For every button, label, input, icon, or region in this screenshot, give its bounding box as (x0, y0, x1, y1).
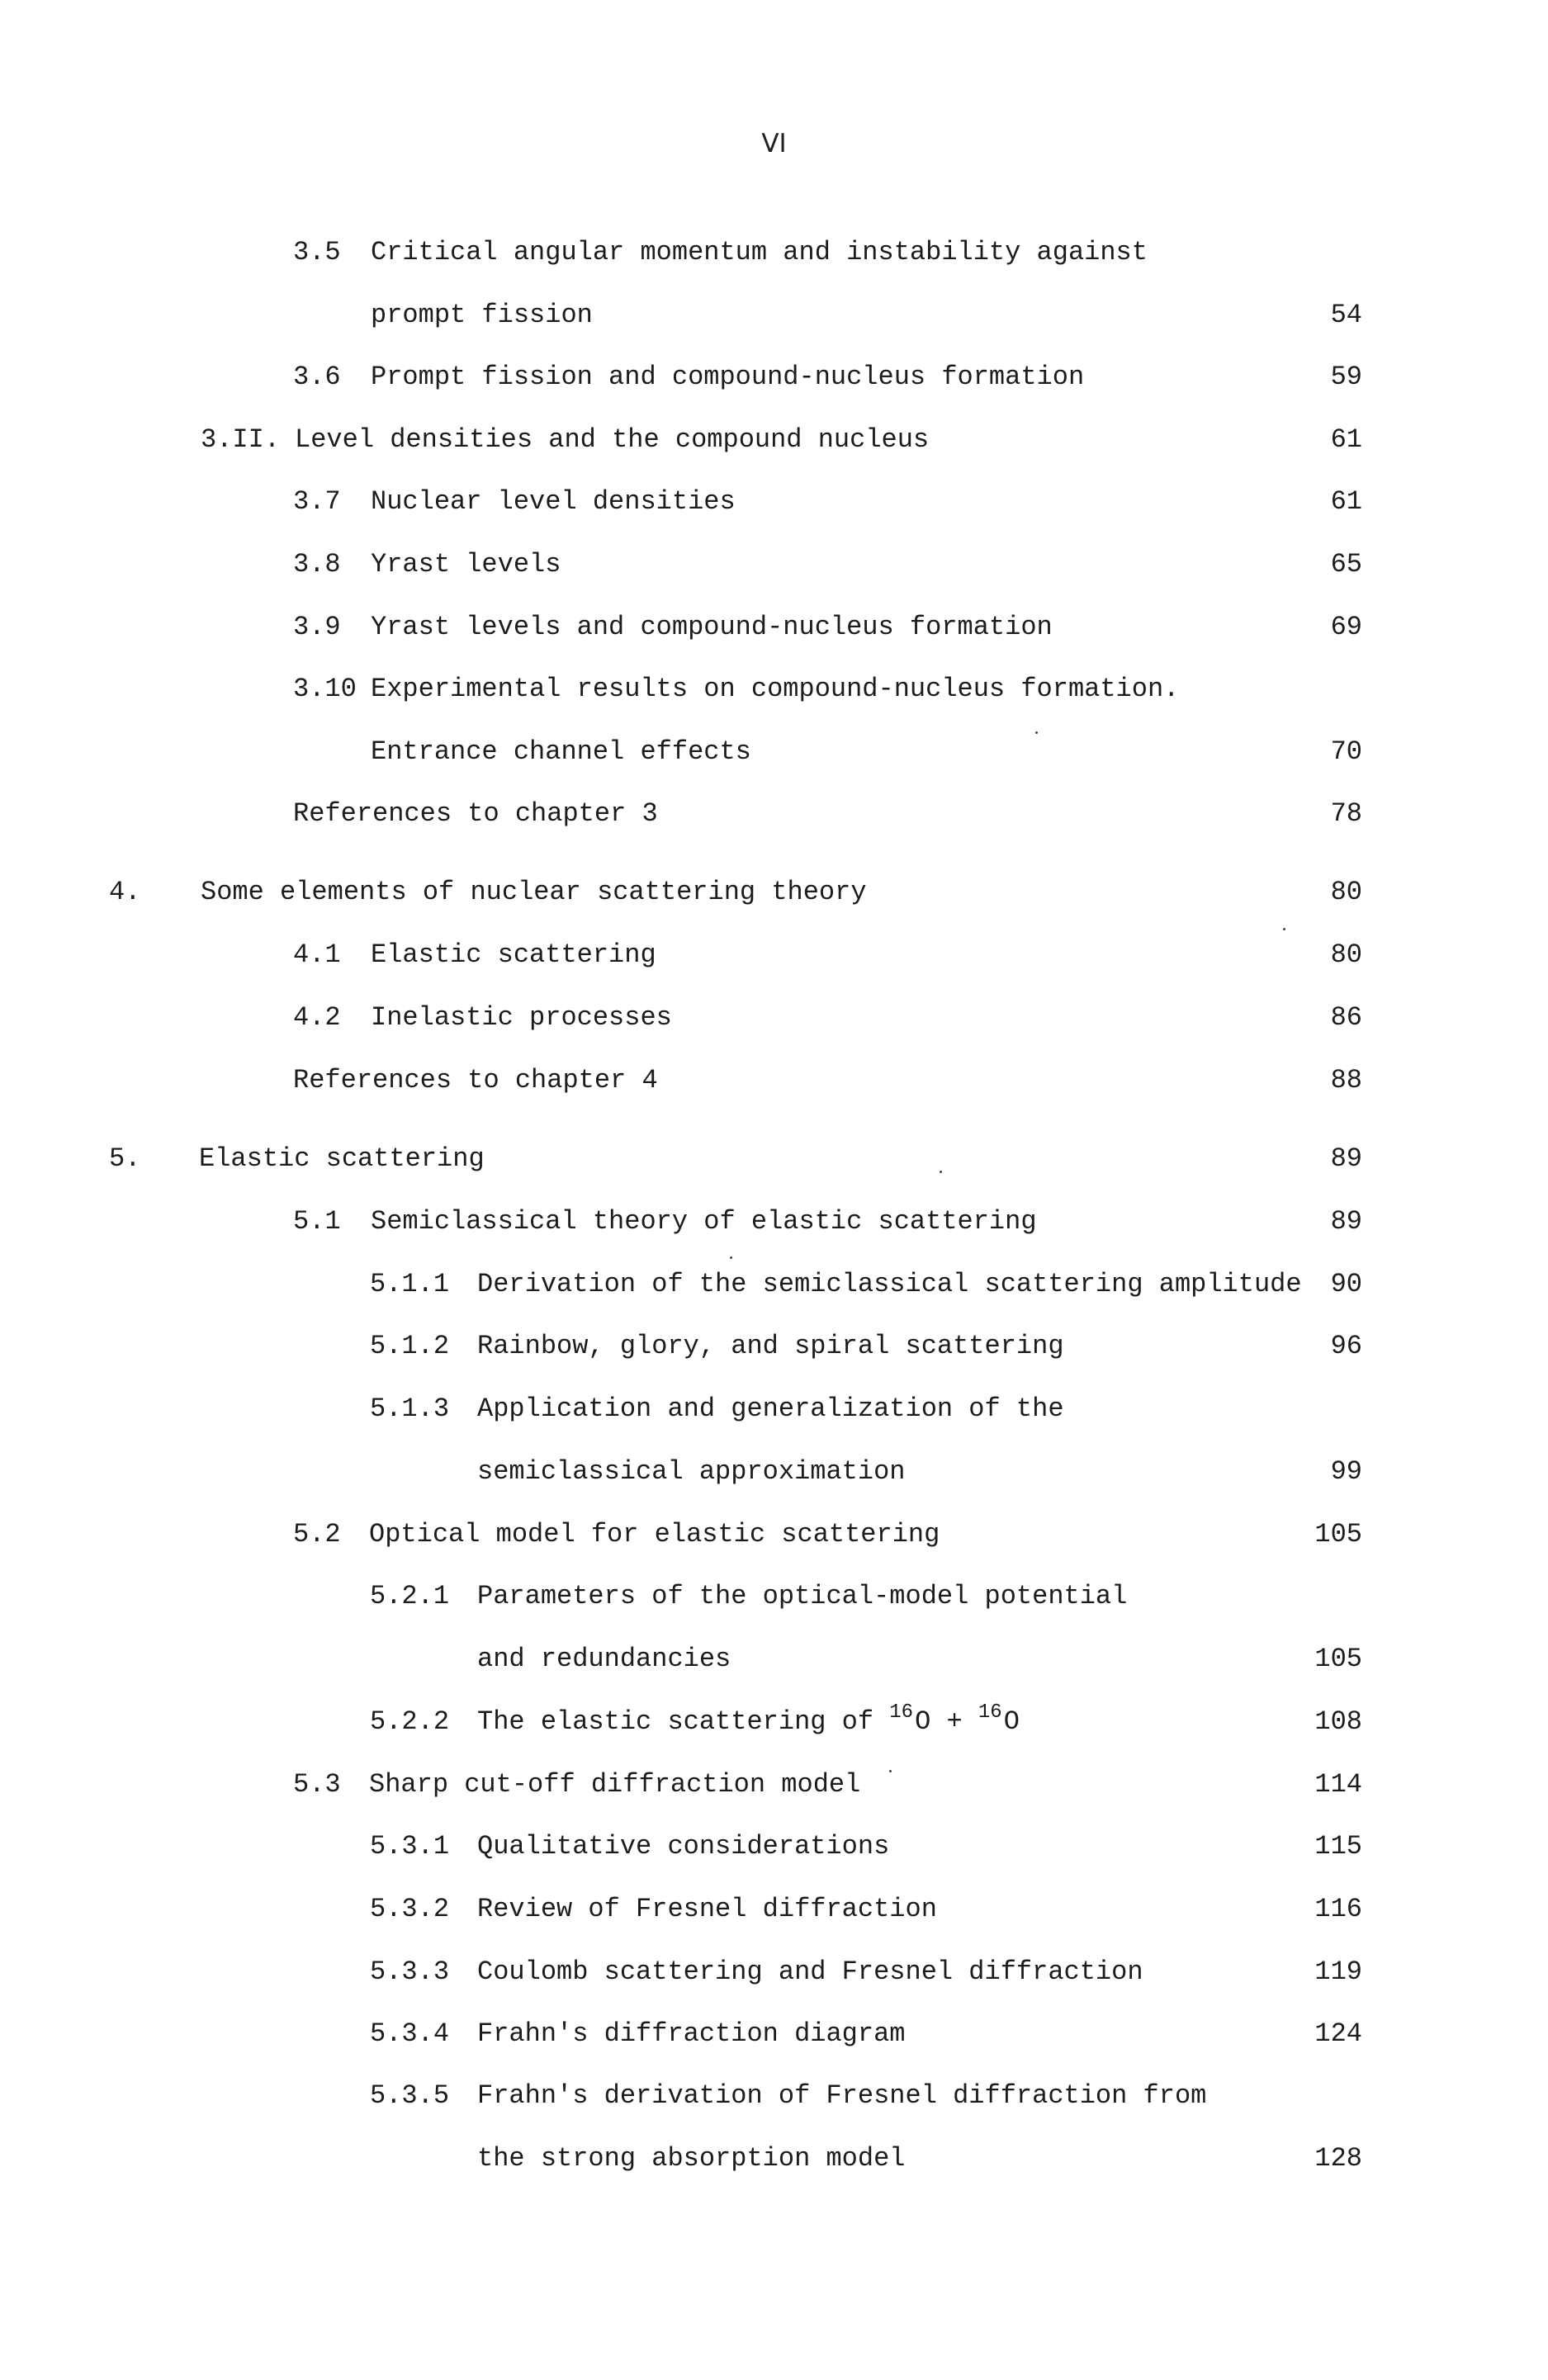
section-number: 3.9 (293, 612, 341, 642)
page-ref: 65 (1330, 549, 1362, 580)
section-number: 3.8 (293, 549, 341, 580)
page-ref: 80 (1330, 877, 1362, 907)
toc-entry (0, 1204, 1548, 1240)
page-ref: 70 (1330, 736, 1362, 767)
entry-title: Rainbow, glory, and spiral scattering (477, 1331, 1064, 1361)
toc-entry (0, 1516, 1548, 1553)
section-number: 3.7 (293, 486, 341, 517)
entry-title: References to chapter 4 (293, 1065, 658, 1095)
toc-entry (0, 1578, 1548, 1615)
toc-entry (0, 422, 1548, 458)
page-ref: 59 (1330, 362, 1362, 392)
entry-title: Review of Fresnel diffraction (477, 1894, 937, 1924)
page-ref: 116 (1314, 1894, 1362, 1924)
toc-entry (0, 234, 1548, 271)
toc-entry (0, 734, 1548, 770)
section-number: 4.2 (293, 1002, 341, 1033)
entry-title: Derivation of the semiclassical scattering amplitude (477, 1269, 1302, 1299)
page-ref: 89 (1330, 1206, 1362, 1237)
entry-title: Inelastic processes (371, 1002, 672, 1033)
section-number: 5. (109, 1143, 141, 1174)
toc-entry (0, 1062, 1548, 1099)
isotope-join: + (946, 1706, 963, 1737)
page-ref: 108 (1314, 1706, 1362, 1737)
entry-title: Yrast levels (371, 549, 561, 580)
scan-speck (889, 1770, 892, 1772)
entry-title: Frahn's diffraction diagram (477, 2018, 906, 2049)
entry-title-text: The elastic scattering of (477, 1706, 874, 1737)
isotope-mass: 16 (978, 1701, 1002, 1724)
toc-entry (0, 1641, 1548, 1677)
section-number: 4.1 (293, 939, 341, 970)
entry-title: prompt fission (371, 300, 593, 330)
entry-title: Critical angular momentum and instability against (371, 237, 1148, 267)
toc-entry (0, 1328, 1548, 1365)
section-number: 3.10 (293, 674, 357, 704)
toc-entry (0, 1454, 1548, 1490)
section-number: 5.1.3 (370, 1393, 450, 1424)
toc-entry (0, 547, 1548, 583)
page-ref: 115 (1314, 1831, 1362, 1862)
section-number: 5.1.1 (370, 1269, 450, 1299)
toc-entry (0, 1767, 1548, 1803)
section-number: 5.2.2 (370, 1706, 450, 1737)
entry-title: Experimental results on compound-nucleus formation. (371, 674, 1180, 704)
page-ref: 89 (1330, 1143, 1362, 1174)
toc-entry (0, 1829, 1548, 1865)
toc-entry (0, 2141, 1548, 2177)
entry-title: and redundancies (477, 1644, 731, 1674)
entry-title: Coulomb scattering and Fresnel diffraction (477, 1957, 1143, 1987)
entry-title: Qualitative considerations (477, 1831, 890, 1862)
page-ref: 69 (1330, 612, 1362, 642)
entry-title: Semiclassical theory of elastic scattering (371, 1206, 1037, 1237)
scan-speck (730, 1256, 732, 1259)
entry-title: Some elements of nuclear scattering theory (201, 877, 867, 907)
section-number: 5.3.2 (370, 1894, 450, 1924)
page-ref: 119 (1314, 1957, 1362, 1987)
entry-title: Parameters of the optical-model potential (477, 1581, 1128, 1611)
page-ref: 114 (1314, 1769, 1362, 1800)
section-number: 5.2.1 (370, 1581, 450, 1611)
entry-title: Nuclear level densities (371, 486, 736, 517)
section-number: 5.3.4 (370, 2018, 450, 2049)
entry-title: Frahn's derivation of Fresnel diffraction from (477, 2080, 1207, 2111)
page-ref: 96 (1330, 1331, 1362, 1361)
toc-entry (0, 609, 1548, 646)
entry-title: References to chapter 3 (293, 798, 658, 829)
page-ref: 124 (1314, 2018, 1362, 2049)
page-ref: 128 (1314, 2143, 1362, 2174)
entry-title: Level densities and the compound nucleus (295, 424, 930, 455)
scan-speck (1283, 928, 1285, 930)
toc-entry (0, 1954, 1548, 1990)
toc-entry (0, 1000, 1548, 1036)
toc-entry (0, 1141, 1548, 1177)
toc-entry (0, 2078, 1548, 2114)
entry-title: Optical model for elastic scattering (369, 1519, 940, 1550)
scan-speck (940, 1171, 942, 1173)
page-ref: 105 (1314, 1644, 1362, 1674)
section-number: 5.3.3 (370, 1957, 450, 1987)
toc-entry (0, 1391, 1548, 1427)
entry-title: Yrast levels and compound-nucleus formation (371, 612, 1053, 642)
entry-title: Application and generalization of the (477, 1393, 1064, 1424)
section-number: 5.2 (293, 1519, 341, 1550)
toc-entry (0, 2016, 1548, 2052)
section-number: 3.5 (293, 237, 341, 267)
entry-title: Entrance channel effects (371, 736, 751, 767)
page-ref: 90 (1330, 1269, 1362, 1299)
section-number: 5.3.1 (370, 1831, 450, 1862)
page-ref: 80 (1330, 939, 1362, 970)
toc-entry (0, 874, 1548, 911)
page-ref: 86 (1330, 1002, 1362, 1033)
isotope-mass: 16 (889, 1701, 914, 1724)
section-number: 3.II. (201, 424, 281, 455)
entry-title: Prompt fission and compound-nucleus formation (371, 362, 1085, 392)
page-ref: 61 (1330, 486, 1362, 517)
section-number: 5.1.2 (370, 1331, 450, 1361)
toc-entry (0, 484, 1548, 520)
page-ref: 88 (1330, 1065, 1362, 1095)
toc-entry (0, 671, 1548, 707)
toc-entry (0, 1701, 1548, 1740)
entry-title: the strong absorption model (477, 2143, 906, 2174)
page-ref: 105 (1314, 1519, 1362, 1550)
page-number: VI (761, 129, 787, 159)
page-ref: 78 (1330, 798, 1362, 829)
entry-title: Elastic scattering (371, 939, 656, 970)
toc-entry (0, 1266, 1548, 1303)
section-number: 4. (109, 877, 141, 907)
isotope-symbol: O (915, 1706, 931, 1737)
section-number: 5.1 (293, 1206, 341, 1237)
entry-title (477, 1701, 1020, 1743)
entry-title: Sharp cut-off diffraction model (369, 1769, 861, 1800)
entry-title: semiclassical approximation (477, 1456, 906, 1487)
toc-entry (0, 937, 1548, 973)
entry-title: Elastic scattering (199, 1143, 485, 1174)
page-ref: 61 (1330, 424, 1362, 455)
page-ref: 99 (1330, 1456, 1362, 1487)
section-number: 3.6 (293, 362, 341, 392)
scan-speck (1035, 731, 1038, 734)
section-number: 5.3 (293, 1769, 341, 1800)
page-ref: 54 (1330, 300, 1362, 330)
toc-entry (0, 359, 1548, 395)
isotope-symbol: O (1003, 1706, 1020, 1737)
toc-entry (0, 297, 1548, 334)
toc-entry (0, 796, 1548, 832)
toc-entry (0, 1891, 1548, 1928)
section-number: 5.3.5 (370, 2080, 450, 2111)
